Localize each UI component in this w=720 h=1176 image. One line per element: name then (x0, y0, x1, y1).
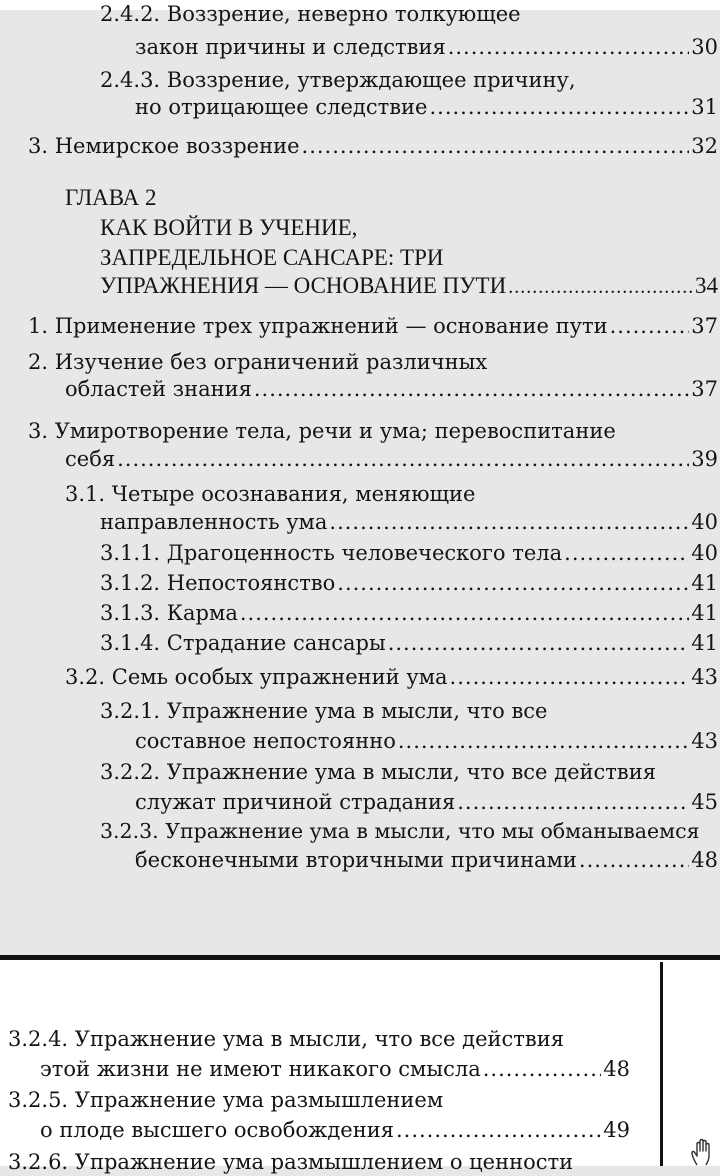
toc-entry (65, 375, 718, 403)
toc-entry (100, 539, 718, 567)
dot-leader (117, 445, 689, 473)
toc-entry-text: 2.4.2. Воззрение, неверно толкующее (100, 2, 521, 26)
dot-leader (429, 93, 689, 121)
toc-entry-text: 3. Немирское воззрение (28, 134, 300, 158)
toc-entry (65, 445, 718, 473)
toc-page-number: 48 (603, 1057, 630, 1081)
toc-entry-text: 3.2.4. Упражнение ума в мысли, что все действия (8, 1027, 564, 1051)
toc-page-number: 37 (691, 314, 718, 338)
toc-page-number: 30 (691, 35, 718, 59)
toc-entry (100, 508, 718, 536)
chapter-title-line: КАК ВОЙТИ В УЧЕНИЕ, (100, 215, 358, 240)
toc-entry (100, 758, 656, 786)
dot-leader (254, 375, 689, 403)
toc-entry (28, 348, 487, 376)
toc-entry-text: 3.1.3. Карма (100, 601, 238, 625)
toc-entry-text: 3.2.1. Упражнение ума в мысли, что все (100, 699, 548, 723)
toc-entry-text: бесконечными вторичными причинами (135, 848, 577, 872)
toc-entry (28, 132, 718, 160)
hand-pointer-icon (690, 1138, 716, 1166)
toc-entry (28, 312, 718, 340)
toc-entry-text: 3.1.1. Драгоценность человеческого тела (100, 541, 563, 565)
toc-entry-text: 3.2.5. Упражнение ума размышлением (8, 1088, 444, 1112)
toc-entry-text: 2. Изучение без ограничений различных (28, 350, 488, 374)
toc-entry-text: о плоде высшего освобождения (40, 1118, 394, 1142)
page-edge-rule (660, 962, 663, 1166)
toc-entry (135, 727, 718, 755)
dot-leader (337, 569, 689, 597)
toc-entry-text: 3.2.3. Упражнение ума в мысли, что мы обманываемся (100, 819, 700, 843)
toc-page-number: 45 (691, 790, 718, 814)
toc-entry (40, 1055, 630, 1083)
dot-leader (398, 727, 689, 755)
toc-page-number: 37 (691, 377, 718, 401)
toc-entry-text: но отрицающее следствие (135, 95, 428, 119)
toc-entry (8, 1025, 564, 1053)
toc-entry (40, 1116, 630, 1144)
toc-page-number: 39 (691, 447, 718, 471)
toc-entry-text: 3.2.2. Упражнение ума в мысли, что все действия (100, 760, 656, 784)
toc-entry-text: 3.2. Семь особых упражнений ума (65, 665, 448, 689)
toc-entry (100, 629, 718, 657)
toc-entry (8, 1086, 443, 1114)
toc-page-number: 34 (695, 273, 718, 298)
toc-entry (100, 0, 521, 28)
toc-entry-text: 1. Применение трех упражнений — основание пути (28, 314, 608, 338)
toc-entry-text: 3.1.2. Непостоянство (100, 571, 336, 595)
toc-page-number: 41 (691, 631, 718, 655)
dot-leader (388, 629, 690, 657)
chapter-title-last-line (100, 271, 718, 302)
toc-entry-text: составное непостоянно (135, 729, 396, 753)
dot-leader (610, 312, 690, 340)
toc-entry (135, 93, 718, 121)
toc-entry-text: 3.2.6. Упражнение ума размышлением о ценности (8, 1150, 574, 1174)
toc-page-number: 40 (691, 510, 718, 534)
toc-entry (100, 66, 576, 94)
toc-page-number: 40 (691, 541, 718, 565)
toc-entry (100, 817, 700, 845)
toc-entry (28, 417, 616, 445)
toc-entry-text: себя (65, 447, 116, 471)
toc-entry-text: этой жизни не имеют никакого смысла (40, 1057, 481, 1081)
dot-leader (450, 663, 690, 691)
toc-page-number: 32 (691, 134, 718, 158)
dot-leader (396, 1116, 601, 1144)
toc-entry-text: закон причины и следствия (135, 35, 446, 59)
toc-page-lower (0, 960, 720, 1174)
chapter-label: ГЛАВА 2 (65, 185, 157, 210)
dot-leader (240, 599, 689, 627)
chapter-title-line: УПРАЖНЕНИЯ — ОСНОВАНИЕ ПУТИ (100, 273, 507, 298)
toc-page-number: 41 (691, 601, 718, 625)
dot-leader (329, 508, 689, 536)
toc-entry-text: 3. Умиротворение тела, речи и ума; перевоспитание (28, 419, 616, 443)
toc-entry-text: 2.4.3. Воззрение, утверждающее причину, (100, 68, 576, 92)
toc-entry (100, 569, 718, 597)
dot-leader (448, 33, 690, 61)
toc-page-number: 43 (691, 729, 718, 753)
chapter-title-line: ЗАПРЕДЕЛЬНОЕ САНСАРЕ: ТРИ (100, 245, 444, 270)
toc-entry-text: служат причиной страдания (135, 790, 456, 814)
toc-entry (100, 697, 547, 725)
toc-entry (135, 33, 718, 61)
toc-entry (135, 846, 718, 874)
dot-leader (508, 272, 693, 302)
dot-leader (483, 1055, 602, 1083)
toc-entry (65, 663, 718, 691)
toc-entry (8, 1148, 573, 1176)
toc-page-number: 31 (691, 95, 718, 119)
toc-entry-text: областей знания (65, 377, 252, 401)
dot-leader (457, 788, 689, 816)
dot-leader (302, 132, 690, 160)
toc-page-number: 49 (603, 1118, 630, 1142)
toc-entry-text: направленность ума (100, 510, 328, 534)
toc-page-number: 41 (691, 571, 718, 595)
toc-page-number: 43 (691, 665, 718, 689)
toc-entry-text: 3.1. Четыре осознавания, меняющие (65, 482, 476, 506)
toc-entry (65, 480, 475, 508)
dot-leader (579, 846, 689, 874)
toc-entry-text: 3.1.4. Страдание сансары (100, 631, 386, 655)
dot-leader (564, 539, 689, 567)
toc-entry (135, 788, 718, 816)
toc-page-number: 48 (691, 848, 718, 872)
toc-entry (100, 599, 718, 627)
